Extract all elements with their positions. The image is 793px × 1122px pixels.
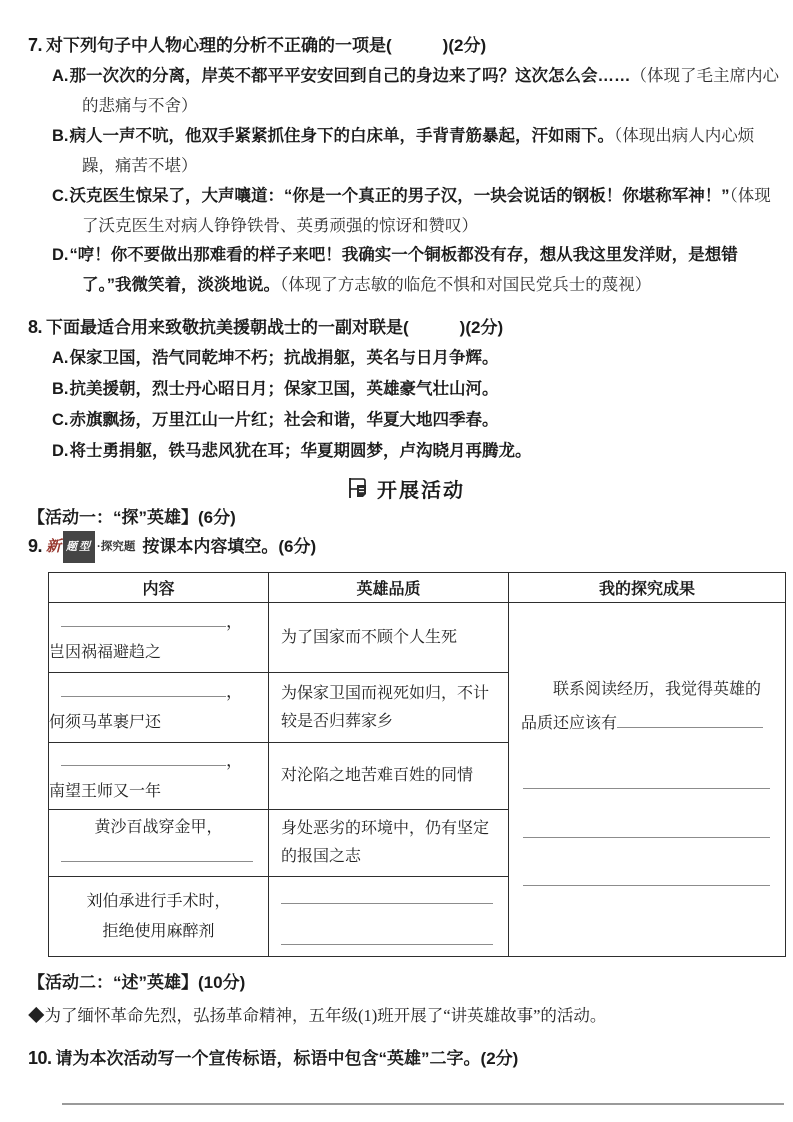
option-label: A. — [52, 349, 69, 367]
flag-document-icon — [346, 476, 370, 500]
question-7-options — [52, 61, 783, 300]
table-header-content: 内容 — [49, 573, 269, 603]
option-c — [52, 405, 783, 436]
content-text: 何须马革裹尸还 — [49, 714, 162, 731]
quality-cell: 对沦陷之地苦难百姓的同情 — [269, 743, 509, 810]
question-stem: 对下列句子中人物心理的分析不正确的一项是( )(2分) — [46, 36, 487, 55]
blank-suffix: ， — [226, 682, 243, 701]
result-paragraph — [521, 673, 773, 741]
option-note: （体现了沃克医生对病人铮铮铁骨、英勇顽强的惊讶和赞叹） — [82, 186, 771, 235]
result-cell — [509, 603, 786, 957]
option-label: C. — [52, 187, 69, 205]
option-label: A. — [52, 67, 69, 85]
option-text: 病人一声不吭，他双手紧紧抓住身下的白床单，手背青筋暴起，汗如雨下。 — [69, 127, 614, 145]
answer-blank — [523, 871, 770, 886]
question-8 — [28, 312, 783, 467]
new-question-type-badge — [46, 531, 135, 563]
blank-suffix: ， — [226, 750, 243, 770]
question-stem: 下面最适合用来致敬抗美援朝战士的一副对联是( )(2分) — [46, 318, 504, 337]
question-number: 10. — [28, 1048, 52, 1068]
question-number: 8. — [28, 317, 43, 337]
content-cell — [49, 673, 269, 743]
answer-blank — [61, 612, 226, 627]
content-text: 刘伯承进行手术时， — [86, 892, 231, 910]
option-note: （体现了方志敏的临危不惧和对国民党兵士的蔑视） — [280, 275, 652, 294]
content-text: 黄沙百战穿金甲， — [94, 819, 223, 836]
question-stem: 按课本内容填空。(6分) — [142, 537, 317, 556]
content-table — [48, 572, 786, 957]
quality-cell: 为了国家而不顾个人生死 — [269, 603, 509, 673]
question-9 — [28, 532, 783, 564]
table-header-row — [49, 573, 786, 603]
content-cell — [49, 877, 269, 957]
blank-suffix: ， — [226, 612, 243, 631]
option-d — [52, 241, 783, 300]
badge-subtype-label: ·探究题 — [97, 541, 136, 553]
quality-cell: 为保家卫国而视死如归，不计较是否归葬家乡 — [269, 673, 509, 743]
activity-2-title: 【活动二：“述”英雄】(10分) — [28, 973, 246, 992]
badge-type-label: 题型 — [63, 531, 95, 563]
answer-blank — [281, 930, 493, 945]
option-label: D. — [52, 442, 69, 460]
answer-blank — [523, 822, 770, 837]
option-text: 沃克医生惊呆了，大声嚷道：“你是一个真正的男子汉，一块会说话的钢板！你堪称军神！” — [69, 187, 730, 205]
content-text: 南望王师又一年 — [49, 782, 162, 800]
option-a — [52, 61, 783, 121]
table-header-result: 我的探究成果 — [509, 573, 786, 603]
answer-blank — [61, 750, 226, 765]
question-number: 7. — [28, 35, 43, 55]
result-text: 联系阅读经历，我觉得英雄的品质还应该有 — [521, 681, 762, 733]
option-d — [52, 436, 783, 467]
content-text: 拒绝使用麻醉剂 — [102, 922, 215, 940]
table-row — [49, 603, 786, 673]
option-label: B. — [52, 127, 69, 145]
option-text: 将士勇捐躯，铁马悲风犹在耳；华夏期圆梦，卢沟晓月再腾龙。 — [69, 442, 532, 460]
question-7 — [28, 30, 783, 300]
activity-note: ◆为了缅怀革命先烈，弘扬革命精神，五年级(1)班开展了“讲英雄故事”的活动。 — [28, 1006, 607, 1025]
option-text: “哼！你不要做出那难看的样子来吧！我确实一个铜板都没有存，想从我这里发洋财，是想错了。”我微笑着，淡淡地说。 — [69, 246, 738, 294]
content-cell — [49, 743, 269, 810]
answer-line — [62, 1103, 784, 1105]
answer-blank — [617, 713, 763, 728]
option-c — [52, 181, 783, 241]
content-text: 岂因祸福避趋之 — [49, 644, 162, 661]
option-text: 那一次次的分离，岸英不都平平安安回到自己的身边来了吗？这次怎么会…… — [69, 67, 631, 85]
option-note: （体现了毛主席内心的悲痛与不舍） — [82, 66, 779, 115]
content-cell — [49, 810, 269, 877]
activity-1-title: 【活动一：“探”英雄】(6分) — [28, 508, 236, 527]
quality-cell: 身处恶劣的环境中，仍有坚定的报国之志 — [269, 810, 509, 877]
option-label: C. — [52, 411, 69, 429]
content-cell — [49, 603, 269, 673]
answer-blank — [61, 682, 226, 697]
section-header — [28, 472, 783, 504]
option-note: （体现出病人内心烦躁，痛苦不堪） — [82, 126, 755, 175]
option-a — [52, 343, 783, 374]
option-text: 赤旗飘扬，万里江山一片红；社会和谐，华夏大地四季春。 — [69, 411, 499, 429]
answer-blank — [523, 774, 770, 789]
option-label: D. — [52, 246, 69, 264]
answer-blank — [281, 888, 493, 903]
question-10 — [28, 1043, 783, 1074]
option-b — [52, 121, 783, 181]
question-stem: 请为本次活动写一个宣传标语，标语中包含“英雄”二字。(2分) — [55, 1049, 519, 1068]
question-number: 9. — [28, 536, 43, 556]
result-blank-lines — [521, 774, 773, 886]
badge-new-label: 新 — [46, 538, 62, 555]
section-title: 开展活动 — [377, 479, 465, 502]
option-text: 抗美援朝，烈士丹心昭日月；保家卫国，英雄豪气壮山河。 — [69, 380, 499, 398]
option-label: B. — [52, 380, 69, 398]
quality-cell — [269, 877, 509, 957]
option-text: 保家卫国，浩气同乾坤不朽；抗战捐躯，英名与日月争辉。 — [69, 349, 499, 367]
table-header-quality: 英雄品质 — [269, 573, 509, 603]
answer-blank — [61, 847, 253, 862]
option-b — [52, 374, 783, 405]
question-8-options — [52, 343, 783, 467]
